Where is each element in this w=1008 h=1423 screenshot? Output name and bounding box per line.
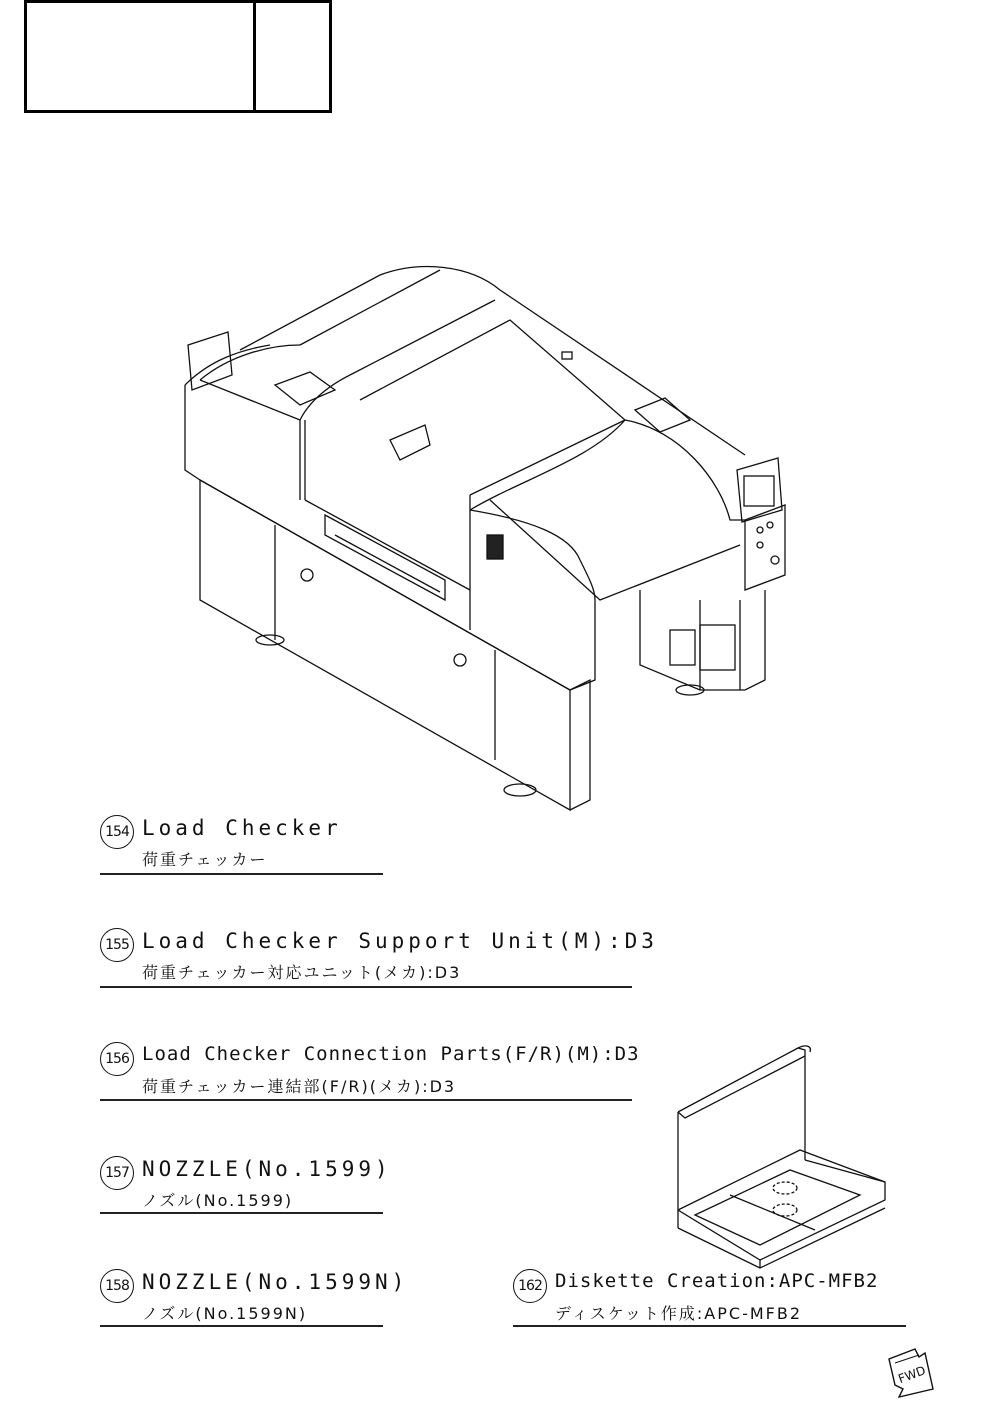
item-japanese-label: 荷重チェッカー連結部(F/R)(メカ):D3 [142, 1077, 457, 1096]
item-underline [100, 873, 383, 875]
item-number-badge: 157 [100, 1156, 134, 1190]
item-underline [100, 1325, 383, 1327]
item-english-label: Load Checker [142, 816, 342, 840]
item-underline [100, 1099, 632, 1101]
item-underline [100, 1212, 383, 1214]
item-japanese-label: 荷重チェッカー対応ユニット(メカ):D3 [142, 963, 462, 982]
item-english-label: Load Checker Connection Parts(F/R)(M):D3 [142, 1043, 640, 1065]
diskette-illustration [670, 1040, 892, 1270]
item-underline [100, 986, 632, 988]
item-english-label: NOZZLE(No.1599) [142, 1157, 392, 1181]
item-english-label: Diskette Creation:APC-MFB2 [555, 1270, 879, 1292]
item-157 [100, 1156, 390, 1216]
item-number-badge: 156 [100, 1042, 134, 1076]
item-english-label: Load Checker Support Unit(M):D3 [142, 929, 658, 953]
item-number-badge: 155 [100, 928, 134, 962]
item-japanese-label: ノズル(No.1599N) [142, 1304, 308, 1323]
item-162 [513, 1269, 913, 1329]
item-155 [100, 928, 658, 990]
machine-illustration [175, 255, 795, 815]
item-154 [100, 815, 390, 875]
item-number-badge: 158 [100, 1269, 134, 1303]
forward-arrow-icon[interactable] [885, 1345, 940, 1400]
title-block [24, 0, 332, 113]
item-number-badge: 162 [513, 1269, 547, 1303]
item-japanese-label: ディスケット作成:APC-MFB2 [555, 1304, 803, 1323]
item-japanese-label: ノズル(No.1599) [142, 1191, 294, 1210]
fwd-label: FWD [896, 1363, 928, 1387]
item-japanese-label: 荷重チェッカー [142, 850, 268, 869]
item-underline [513, 1325, 906, 1327]
item-english-label: NOZZLE(No.1599N) [142, 1270, 409, 1294]
title-block-divider [253, 3, 256, 110]
item-number-badge: 154 [100, 815, 134, 849]
item-158 [100, 1269, 409, 1329]
item-156 [100, 1042, 640, 1104]
